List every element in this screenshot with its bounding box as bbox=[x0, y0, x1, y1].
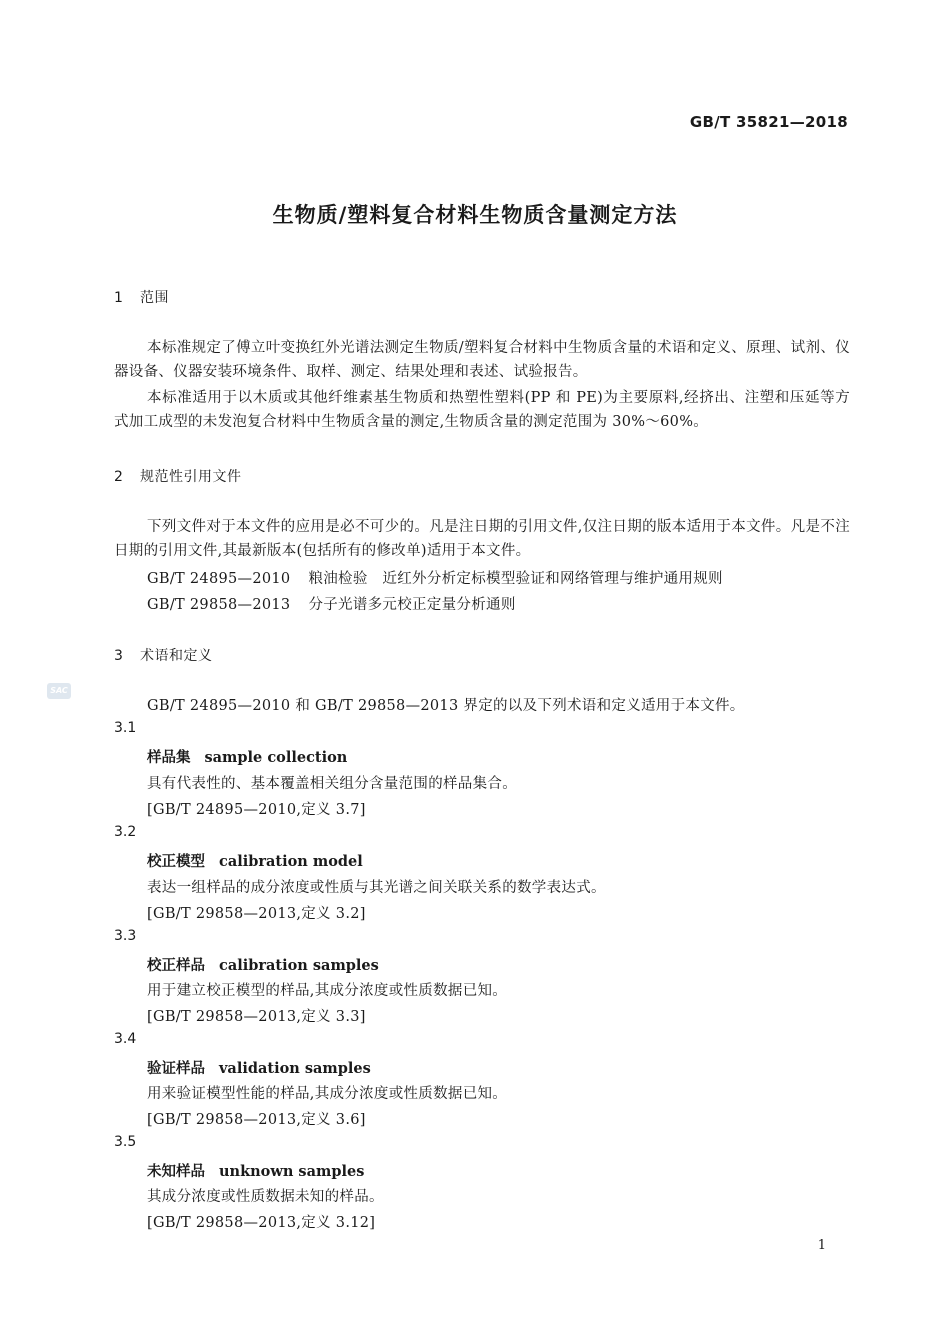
reference-title: 粮油检验 近红外分析定标模型验证和网络管理与维护通用规则 bbox=[308, 571, 723, 587]
term-source: [GB/T 29858—2013,定义 3.6] bbox=[147, 1112, 366, 1128]
reference-code: GB/T 24895—2010 bbox=[147, 571, 291, 587]
section-title: 术语和定义 bbox=[140, 648, 213, 664]
section-1-paragraph-1: 本标准规定了傅立叶变换红外光谱法测定生物质/塑料复合材料中生物质含量的术语和定义、原理、试剂、仪器设备、仪器安装环境条件、取样、测定、结果处理和表述、试验报告。 bbox=[114, 340, 850, 380]
term-source: [GB/T 29858—2013,定义 3.2] bbox=[147, 906, 366, 922]
term-chinese: 校正样品 bbox=[147, 958, 205, 974]
term-number: 3.3 bbox=[114, 928, 137, 944]
term-definition: 其成分浓度或性质数据未知的样品。 bbox=[147, 1189, 384, 1205]
sac-watermark-logo: SAC bbox=[47, 683, 71, 699]
section-1-heading bbox=[114, 287, 169, 307]
term-definition: 具有代表性的、基本覆盖相关组分含量范围的样品集合。 bbox=[147, 776, 517, 792]
term-english: calibration model bbox=[219, 853, 363, 870]
section-number: 2 bbox=[114, 469, 124, 485]
term-chinese: 样品集 bbox=[147, 750, 191, 766]
term-definition: 表达一组样品的成分浓度或性质与其光谱之间关联关系的数学表达式。 bbox=[147, 880, 606, 896]
term-source: [GB/T 24895—2010,定义 3.7] bbox=[147, 802, 366, 818]
term-definition: 用来验证模型性能的样品,其成分浓度或性质数据已知。 bbox=[147, 1086, 508, 1102]
term-chinese: 未知样品 bbox=[147, 1164, 205, 1180]
term-english: calibration samples bbox=[219, 957, 379, 974]
reference-1 bbox=[147, 567, 723, 588]
standard-number: GB/T 35821—2018 bbox=[689, 113, 848, 131]
reference-2 bbox=[147, 593, 516, 614]
section-number: 3 bbox=[114, 648, 124, 664]
term-number: 3.1 bbox=[114, 720, 137, 736]
reference-title: 分子光谱多元校正定量分析通则 bbox=[308, 597, 516, 613]
section-3-intro: GB/T 24895—2010 和 GB/T 29858—2013 界定的以及下列术语和定义适用于本文件。 bbox=[147, 698, 745, 714]
section-number: 1 bbox=[114, 290, 124, 306]
term-heading bbox=[147, 1160, 364, 1181]
section-3-heading bbox=[114, 645, 213, 665]
section-title: 范围 bbox=[140, 290, 169, 306]
section-1-paragraph-2: 本标准适用于以木质或其他纤维素基生物质和热塑性塑料(PP 和 PE)为主要原料,经挤出、注塑和压延等方式加工成型的未发泡复合材料中生物质含量的测定,生物质含量的测定范围为 30%～60%。 bbox=[114, 390, 850, 430]
term-number: 3.4 bbox=[114, 1031, 137, 1047]
term-source: [GB/T 29858—2013,定义 3.3] bbox=[147, 1009, 366, 1025]
document-title: 生物质/塑料复合材料生物质含量测定方法 bbox=[272, 203, 678, 227]
term-source: [GB/T 29858—2013,定义 3.12] bbox=[147, 1215, 376, 1231]
term-chinese: 校正模型 bbox=[147, 854, 205, 870]
term-english: validation samples bbox=[219, 1060, 371, 1077]
term-definition: 用于建立校正模型的样品,其成分浓度或性质数据已知。 bbox=[147, 983, 508, 999]
term-heading bbox=[147, 1057, 371, 1078]
term-heading bbox=[147, 746, 347, 767]
term-heading bbox=[147, 850, 363, 871]
section-2-heading bbox=[114, 466, 242, 486]
term-heading bbox=[147, 954, 379, 975]
term-english: unknown samples bbox=[219, 1163, 365, 1180]
section-title: 规范性引用文件 bbox=[140, 469, 242, 485]
section-2-intro: 下列文件对于本文件的应用是必不可少的。凡是注日期的引用文件,仅注日期的版本适用于本文件。凡是不注日期的引用文件,其最新版本(包括所有的修改单)适用于本文件。 bbox=[114, 519, 850, 559]
term-number: 3.2 bbox=[114, 824, 137, 840]
term-english: sample collection bbox=[204, 749, 348, 766]
reference-code: GB/T 29858—2013 bbox=[147, 597, 291, 613]
term-number: 3.5 bbox=[114, 1134, 137, 1150]
page-number: 1 bbox=[817, 1238, 826, 1253]
term-chinese: 验证样品 bbox=[147, 1061, 205, 1077]
